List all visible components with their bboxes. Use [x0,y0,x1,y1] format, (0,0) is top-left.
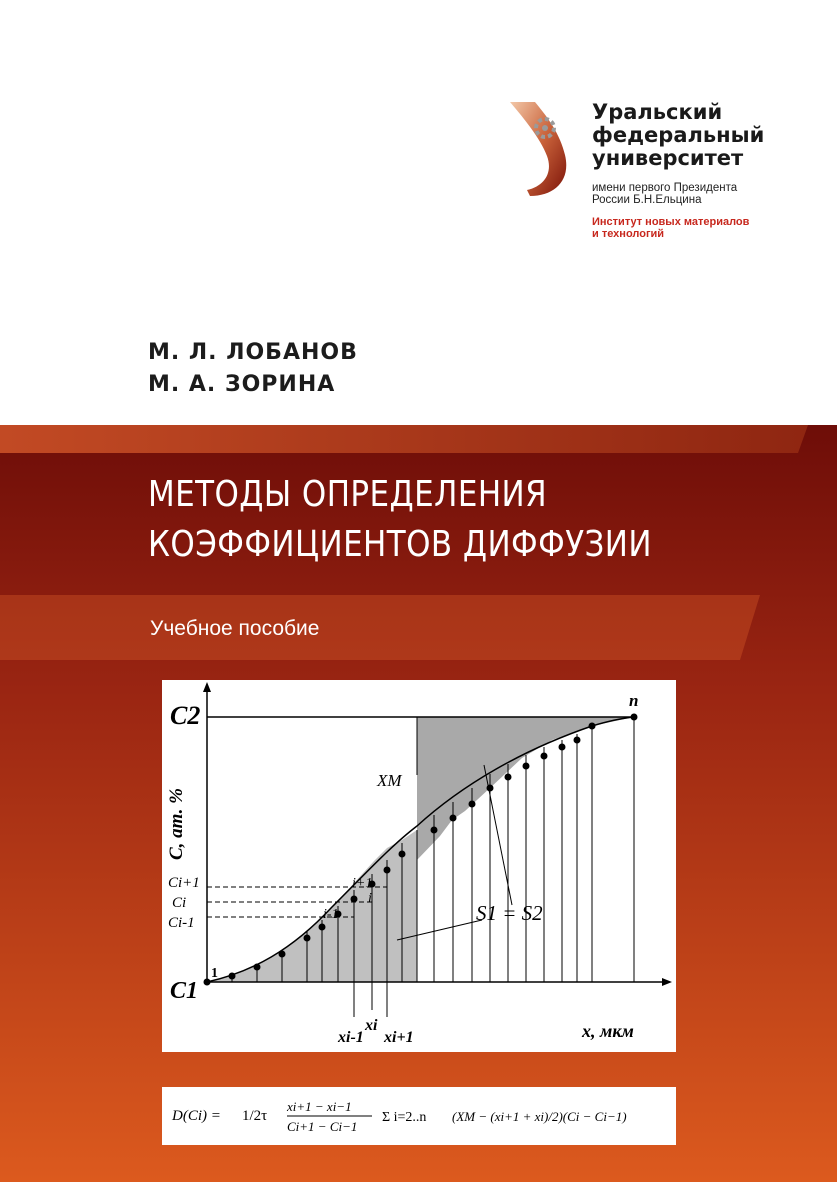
university-sub-line: России Б.Н.Ельцина [592,194,702,206]
xi-plus-label: xi+1 [384,1029,414,1046]
urfu-logo-icon [505,100,585,200]
i-plus-label: i+1 [352,876,373,891]
formula-term: (XM − (xi+1 + xi)/2)(Ci − Ci−1) [452,1109,627,1124]
formula-frac2-num: xi+1 − xi−1 [287,1099,352,1114]
xm-label: XM [377,771,402,790]
diffusion-figure [162,680,676,1052]
xi-label: xi [365,1017,378,1034]
diffusion-diagram [162,680,676,1052]
formula-frac2-den: Ci+1 − Ci−1 [287,1119,358,1134]
university-name [592,101,764,170]
institute-line: Институт новых материалов [592,216,750,228]
ci-plus-label: Ci+1 [168,875,200,891]
title-line: КОЭФФИЦИЕНТОВ ДИФФУЗИИ [148,524,652,565]
university-name-line: федеральный [592,123,765,147]
author-name: М. А. ЗОРИНА [148,372,336,397]
formula-svg [162,1087,676,1145]
university-name-line: университет [592,146,744,170]
book-subtitle: Учебное пособие [150,617,320,640]
authors [148,337,358,401]
y-axis-label: C, ат. % [166,787,187,860]
institute-line: и технологий [592,228,665,240]
n-label: n [629,691,639,710]
x-axis-label: x, мкм [582,1021,634,1041]
university-name-line: Уральский [592,100,723,124]
formula-lhs: D(Ci) = [172,1108,221,1124]
xi-minus-label: xi-1 [338,1029,364,1046]
area-label: S1 = S2 [476,901,543,925]
title-line: МЕТОДЫ ОПРЕДЕЛЕНИЯ [148,474,548,515]
diffusion-formula [162,1087,676,1145]
c2-label: C2 [170,701,201,730]
formula-sum: Σ i=2..n [382,1110,427,1125]
point-one-label: 1 [211,966,218,981]
formula-frac1: 1/2τ [242,1108,268,1124]
ci-label: Ci [172,895,187,911]
university-subtitle [592,182,737,206]
author-name: М. Л. ЛОБАНОВ [148,340,358,365]
i-minus-label: i-1 [323,907,339,922]
ci-minus-label: Ci-1 [168,915,195,931]
i-label: i [368,891,372,906]
institute-name [592,216,749,240]
c1-label: C1 [170,978,199,1004]
cover-top-area [0,0,837,430]
university-sub-line: имени первого Президента [592,182,738,194]
book-title [148,470,652,570]
